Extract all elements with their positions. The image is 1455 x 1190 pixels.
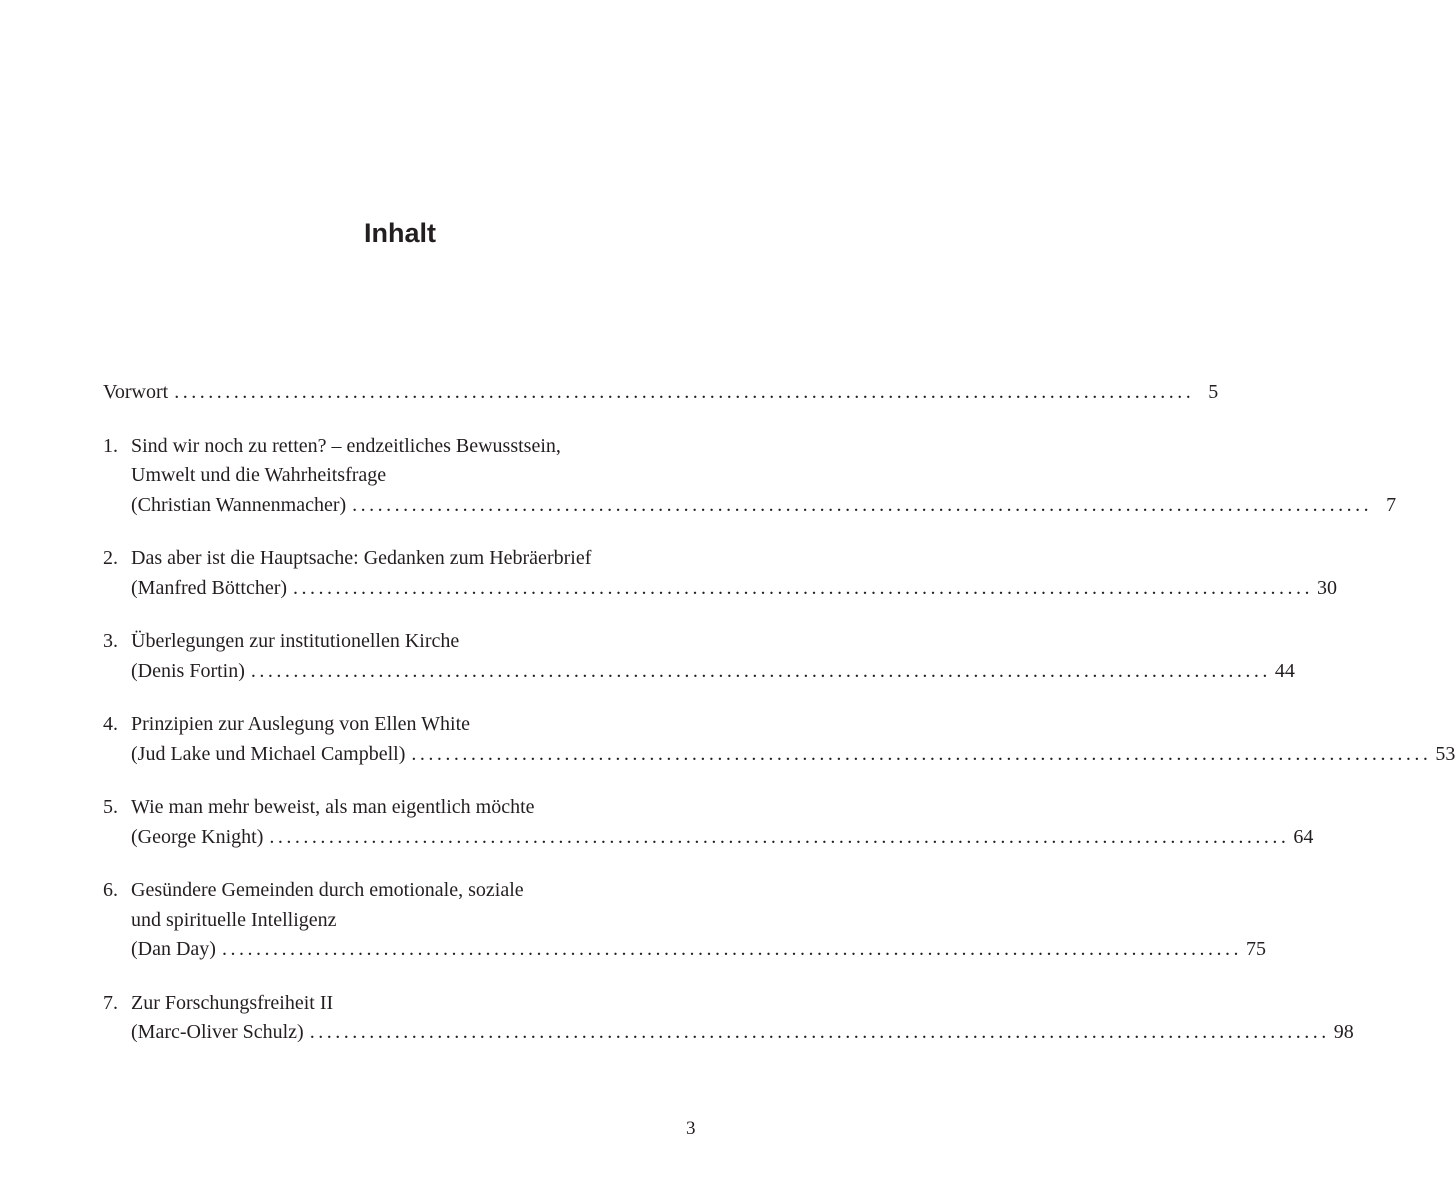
toc-entry-title-line: Umwelt und die Wahrheitsfrage	[131, 464, 387, 486]
toc-leader-line	[131, 935, 1266, 965]
dot-leader: ........................................................................................................................	[411, 742, 1432, 765]
toc-entry-author: (Denis Fortin)	[131, 659, 245, 682]
toc-leader-line	[131, 491, 1397, 521]
chapter-number: 3.	[103, 630, 118, 652]
toc-entry-title: Vorwort	[103, 381, 169, 403]
toc-entry-author: (Christian Wannenmacher)	[131, 493, 347, 516]
toc-entry-title-line: Wie man mehr beweist, als man eigentlich möchte	[131, 796, 535, 818]
toc-entry-title-line: Gesündere Gemeinden durch emotionale, soziale	[131, 879, 524, 901]
toc-entry-title-line: Das aber ist die Hauptsache: Gedanken zum Hebräerbrief	[131, 547, 592, 569]
chapter-number: 7.	[103, 991, 118, 1014]
toc-entry-chapter-6[interactable]	[103, 876, 1266, 965]
toc-entry-title-line: Prinzipien zur Auslegung von Ellen White	[131, 713, 471, 735]
toc-page-number: 7	[1386, 493, 1397, 516]
toc-entry-preface[interactable]	[103, 378, 1219, 408]
toc-entry-author: (Manfred Böttcher)	[131, 576, 288, 599]
dot-leader: ........................................................................................................................	[221, 938, 1242, 960]
toc-page-number: 53	[1435, 742, 1455, 765]
dot-leader: ........................................................................................................................	[352, 493, 1373, 516]
toc-page-number: 75	[1245, 938, 1266, 960]
toc-page-number: 5	[1208, 381, 1219, 403]
toc-entry-chapter-3[interactable]	[103, 627, 1295, 686]
chapter-number: 4.	[103, 713, 118, 735]
toc-entry-author: (Dan Day)	[131, 938, 216, 960]
toc-leader-line	[103, 378, 1219, 408]
chapter-number: 5.	[103, 796, 118, 818]
toc-leader-line	[131, 1018, 1354, 1048]
toc-page-number: 30	[1317, 576, 1338, 599]
toc-entry-title-line: Zur Forschungsfreiheit II	[131, 991, 334, 1014]
toc-entry-author: (Marc-Oliver Schulz)	[131, 1021, 304, 1043]
dot-leader: ........................................................................................................................	[174, 381, 1195, 403]
toc-entry-chapter-5[interactable]	[103, 793, 1314, 852]
toc-entry-author: (Jud Lake und Michael Campbell)	[131, 742, 406, 765]
dot-leader: ........................................................................................................................	[309, 1021, 1330, 1043]
toc-leader-line	[131, 740, 1455, 770]
toc-page-number: 64	[1293, 825, 1314, 848]
dot-leader: ........................................................................................................................	[269, 825, 1290, 848]
toc-leader-line	[131, 574, 1338, 604]
toc-leader-line	[131, 823, 1314, 853]
chapter-number: 6.	[103, 879, 118, 901]
dot-leader: ........................................................................................................................	[250, 659, 1271, 682]
toc-entry-chapter-2[interactable]	[103, 544, 1338, 603]
chapter-number: 2.	[103, 547, 118, 569]
toc-leader-line	[131, 657, 1295, 687]
toc-entry-title-line: Überlegungen zur institutionellen Kirche	[131, 630, 460, 652]
page-number-footer: 3	[686, 1118, 696, 1139]
toc-entry-chapter-7[interactable]	[103, 989, 1354, 1048]
toc-page-number: 98	[1333, 1021, 1354, 1043]
chapter-number: 1.	[103, 434, 118, 457]
toc-entry-chapter-4[interactable]	[103, 710, 1455, 769]
dot-leader: ........................................................................................................................	[293, 576, 1314, 599]
toc-entry-title-line: und spirituelle Intelligenz	[131, 908, 337, 931]
page-title: Inhalt	[364, 218, 436, 248]
table-of-contents	[103, 378, 1455, 1072]
toc-entry-title-line: Sind wir noch zu retten? – endzeitliches Bewusstsein,	[131, 434, 561, 457]
toc-page-number: 44	[1274, 659, 1295, 682]
toc-entry-author: (George Knight)	[131, 825, 264, 848]
toc-entry-chapter-1[interactable]	[103, 432, 1397, 521]
